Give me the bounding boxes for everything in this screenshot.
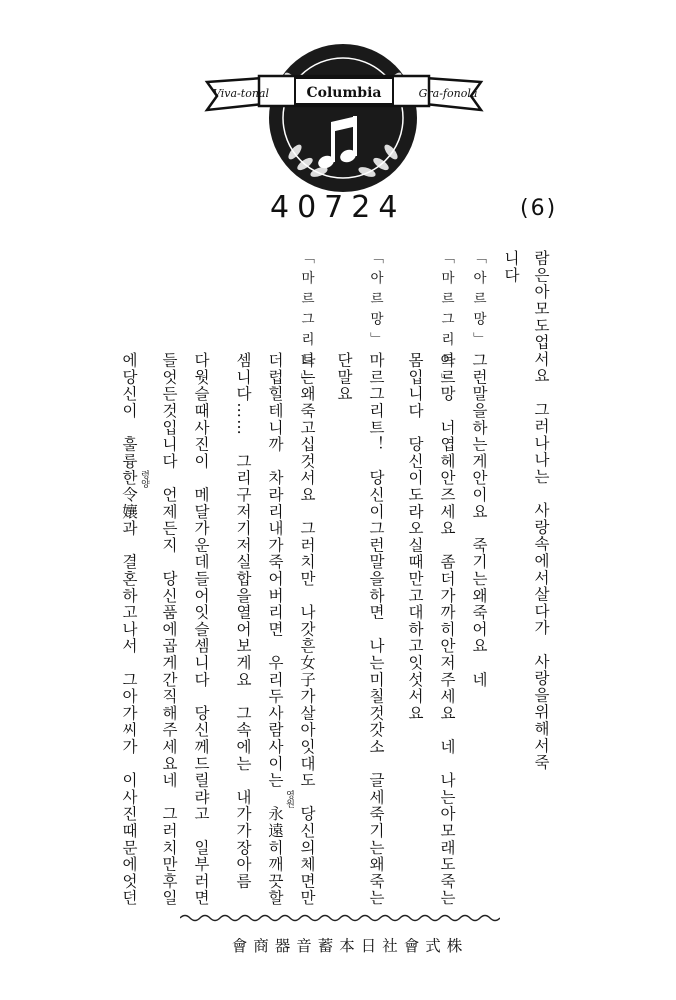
text-column: 더럽힐테니까 차라리내가죽어버리면 우리두사람사이는 永遠히깨끗할 [266, 352, 284, 907]
text-column: 다웟슬때사진이 메달가운데들어잇슬셈니다 당신께드릴랴고 일부러면 [192, 352, 210, 907]
catalog-number: 40724 [270, 190, 406, 225]
ruby-reading: 령양 [139, 470, 149, 488]
text-column: 그런말을하는게안이요 죽기는왜죽어요 네 [470, 352, 488, 688]
page-number: (6) [520, 196, 558, 221]
speaker-label-marguerite: 「마르그리트」 [298, 250, 314, 394]
text-column: 몸입니다 당신이도라오실때만고대하고잇섯서요 [406, 352, 424, 722]
columbia-logo [203, 40, 485, 200]
wavy-divider [180, 912, 500, 924]
ruby-reading: 영원 [284, 790, 294, 808]
text-column: 아르망 너엽헤안즈세요 좀더가까히안저주세요 네 나는아모래도죽는 [438, 352, 456, 907]
speaker-label-armand: 「아르망」 [470, 250, 486, 353]
speaker-label-marguerite: 「마르그리트」 [438, 250, 454, 394]
publisher-name: 株式會社日本蓄音器商會 [231, 937, 469, 955]
speaker-label-armand: 「아르망」 [367, 250, 383, 353]
text-column: 들엇든것입니다 언제든지 당신품에곱게간직해주세요네 그러치만후일 [160, 352, 178, 907]
text-column: 단말요 [335, 352, 353, 403]
logo-center-text: Columbia [306, 85, 382, 101]
text-column: 니다 [502, 250, 520, 284]
text-column: 마르그리트！ 당신이그런말을하면 나는미칠것갓소 글세죽기는왜죽는 [367, 352, 385, 907]
logo-left-text: Viva-tonal [213, 87, 269, 100]
logo-right-text: Gra-fonola [418, 87, 478, 100]
text-column: 나는왜죽고십것서요 그러치만 나갓흔女子가살아잇대도 당신의체면만 [298, 352, 316, 907]
text-column: 에당신이 훌륭한令孃과 결혼하고나서 그아가씨가 이사진때문에엇던 [120, 352, 138, 907]
text-column: 람은아모도업서요 그러나나는 사랑속에서살다가 사랑을위해서죽 [532, 250, 550, 771]
text-column: 셈니다…… 그리구저기저실합을열어보게요 그속에는 내가가장아름 [234, 352, 252, 890]
